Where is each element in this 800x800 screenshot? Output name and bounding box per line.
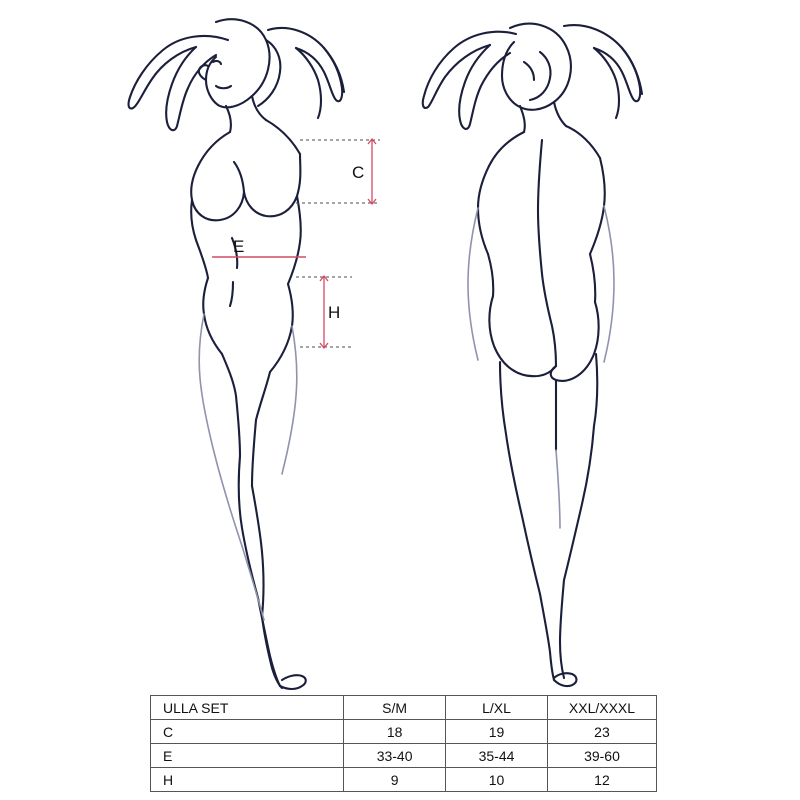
front-view-female-silhouette — [129, 19, 344, 689]
table-row — [151, 720, 657, 744]
size-table — [150, 695, 657, 792]
cell-c-sm: 18 — [344, 720, 446, 744]
measurement-annotations — [212, 139, 380, 348]
measure-marker-e — [212, 237, 306, 257]
table-header-row — [151, 696, 657, 720]
cell-h-lxl: 10 — [446, 768, 548, 792]
measure-label-e: E — [233, 237, 245, 256]
row-label-e: E — [151, 744, 344, 768]
cell-e-sm: 33-40 — [344, 744, 446, 768]
table-header-lxl: L/XL — [446, 696, 548, 720]
table-row — [151, 768, 657, 792]
measure-marker-c — [296, 139, 380, 204]
cell-h-sm: 9 — [344, 768, 446, 792]
cell-c-lxl: 19 — [446, 720, 548, 744]
table-header-xxl: XXL/XXXL — [547, 696, 656, 720]
measure-label-c: C — [352, 163, 365, 182]
table-header-sm: S/M — [344, 696, 446, 720]
row-label-h: H — [151, 768, 344, 792]
cell-e-lxl: 35-44 — [446, 744, 548, 768]
cell-h-xxl: 12 — [547, 768, 656, 792]
back-view-female-silhouette — [423, 24, 642, 686]
cell-e-xxl: 39-60 — [547, 744, 656, 768]
measure-marker-h — [296, 276, 352, 348]
measure-label-h: H — [328, 303, 341, 322]
table-header-set: ULLA SET — [151, 696, 344, 720]
table-row — [151, 744, 657, 768]
cell-c-xxl: 23 — [547, 720, 656, 744]
row-label-c: C — [151, 720, 344, 744]
